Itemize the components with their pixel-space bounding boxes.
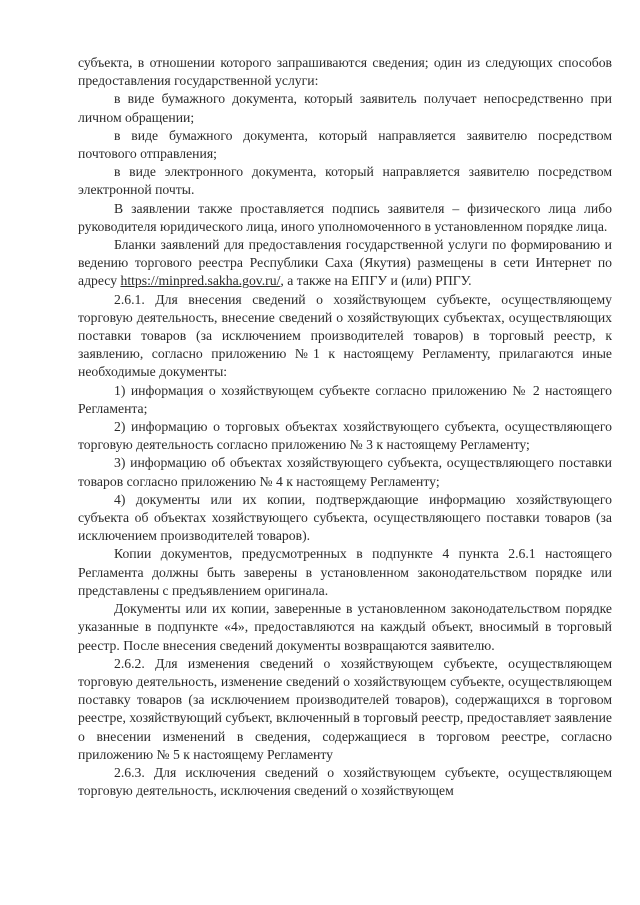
document-page [78,54,612,800]
list-item: 3) информацию об объектах хозяйствующего субъекта, осуществляющего поставки товаров согласно приложению № 4 к настоящему Регламенту; [78,455,612,489]
paragraph-text: Бланки заявлений для предоставления государственной услуги по формированию и ведению торгового реестра Республики Саха (Якутия) размещены в сети Интернет по адресу [78,237,612,289]
paragraph: Копии документов, предусмотренных в подпункте 4 пункта 2.6.1 настоящего Регламента должны быть заверены в установленном законодательством порядке или представлены с предъявлением оригинала. [78,546,612,598]
paragraph-text: , а также на ЕПГУ и (или) РПГУ. [280,273,472,289]
list-item: 4) документы или их копии, подтверждающие информацию хозяйствующего субъекта об объектах хозяйствующего субъекта, осуществляющего поставки товаров (за исключением производителей товаров). [78,491,612,544]
paragraph: 2.6.3. Для исключения сведений о хозяйствующем субъекте, осуществляющем торговую деятельность, исключения сведений о хозяйствующем [78,764,612,799]
paragraph: в виде бумажного документа, который заявитель получает непосредственно при личном обращении; [78,91,612,125]
paragraph: Документы или их копии, заверенные в установленном законодательством порядке указанные в подпункте «4», предоставляются на каждый объект, вносимый в торговый реестр. После внесения сведений документы возвращаются заявителю. [78,601,612,653]
paragraph: субъекта, в отношении которого запрашиваются сведения; один из следующих способов предоставления государственной услуги: [78,55,612,89]
paragraph: 2.6.1. Для внесения сведений о хозяйствующем субъекте, осуществляющему торговую деятельность, внесение сведений о хозяйствующих субъектах, осуществляющих поставки товаров (за исключением производителей товаров) в торговый реестр, к заявлению, согласно приложению №1 к настоящему Регламенту, прилагаются иные необходимые документы: [78,291,612,380]
paragraph: 2.6.2. Для изменения сведений о хозяйствующем субъекте, осуществляющем торговую деятельность, изменение сведений о хозяйствующем субъекте, осуществляющем поставку товаров (за исключением производителей товаров), содержащихся в торговом реестре, хозяйствующий субъект, включенный в торговый реестр, предоставляет заявление о внесении изменений в сведения, содержащиеся в торговом реестре, согласно приложению № 5 к настоящему Регламенту [78,655,612,762]
minpred-link[interactable]: https://minpred.sakha.gov.ru/ [120,273,281,289]
paragraph: в виде электронного документа, который направляется заявителю посредством электронной почты. [78,164,612,198]
paragraph-with-link [78,236,612,291]
paragraph: В заявлении также проставляется подпись заявителя – физического лица либо руководителя юридического лица, иного уполномоченного в установленном порядке лица. [78,200,612,234]
list-item: 1) информация о хозяйствующем субъекте согласно приложению № 2 настоящего Регламента; [78,382,612,416]
paragraph: в виде бумажного документа, который направляется заявителю посредством почтового отправления; [78,127,612,162]
list-item: 2) информацию о торговых объектах хозяйствующего субъекта, осуществляющего торговую деятельность согласно приложению № 3 к настоящему Регламенту; [78,419,612,453]
